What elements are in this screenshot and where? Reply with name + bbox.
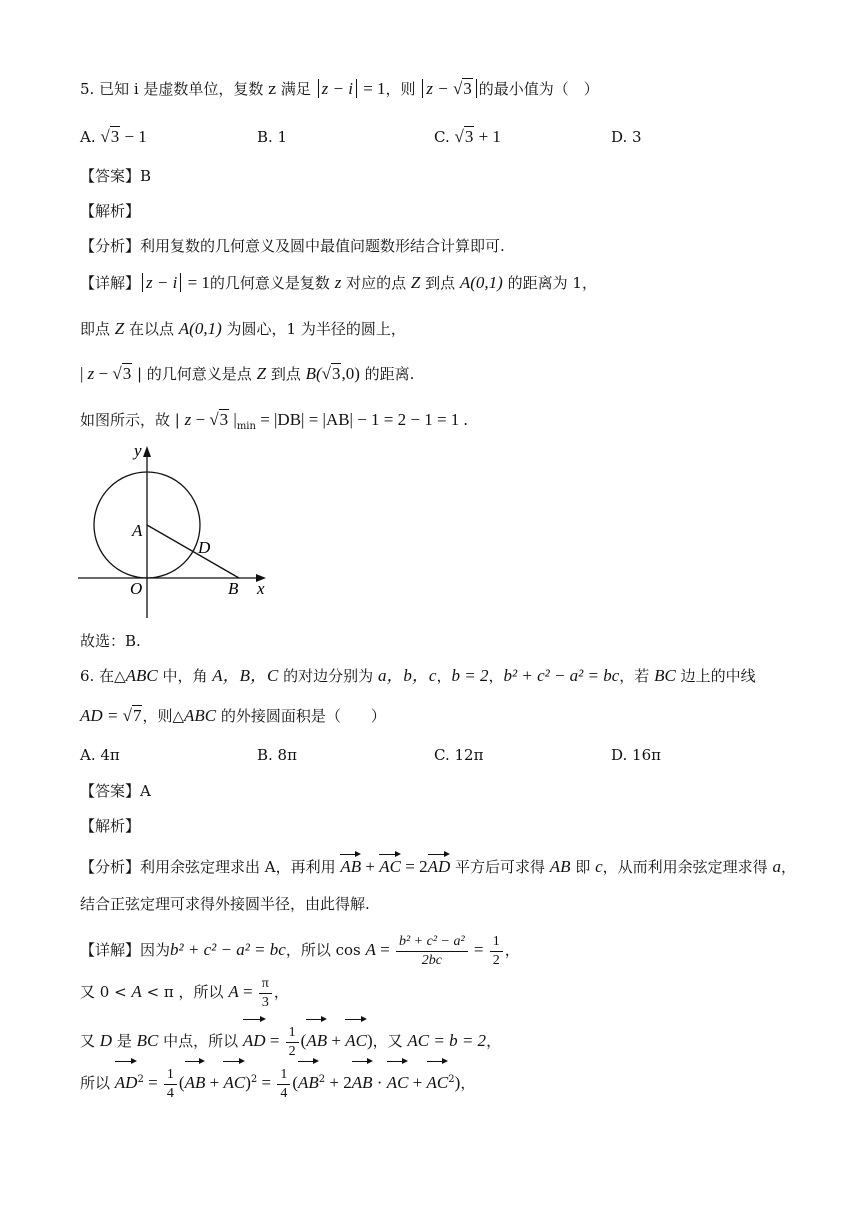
q5-figure bbox=[74, 440, 284, 620]
fraction-half: $\frac{1}{2}$ bbox=[490, 933, 503, 970]
q5-option-a[interactable]: A. √3 − 1 bbox=[80, 127, 147, 146]
fraction-quarter: $\frac{1}{4}$ bbox=[164, 1066, 177, 1103]
q6-stem-line2: AD = √7，则△ABC 的外接圆面积是（ ） bbox=[80, 706, 386, 725]
q5-detail-line2: 即点 Z 在以点 A(0,1) 为圆心，1 为半径的圆上， bbox=[80, 319, 406, 338]
q6-option-c[interactable]: C. 12π bbox=[434, 746, 484, 764]
q6-detail-line4: 所以 $AD^2$ = $\frac{1}{4}$ (AB + AC)$^2$ = $\frac{1}{4}$ ($AB^2 + 2AB$ · AC + $AC^2$)， bbox=[80, 1060, 475, 1103]
q5-analysis-heading: 【解析】 bbox=[80, 202, 141, 220]
y-axis-arrow bbox=[143, 446, 151, 457]
q6-stem-line1: 6. 在△ABC 中，角 A，B，C 的对边分别为 a，b，c，b = 2，b² + c² − a² = bc，若 BC 边上的中线 bbox=[80, 666, 756, 685]
q5-abs-expr: z − i bbox=[318, 79, 357, 98]
q5-detail-line3: | z − √3 | 的几何意义是点 Z 到点 B(√3,0) 的距离. bbox=[80, 364, 415, 383]
label-x: x bbox=[257, 579, 265, 598]
q5-stem-text: 5. 已知 i 是虚数单位，复数 z 满足 bbox=[80, 80, 311, 98]
q6-fenxi-line1: 【分析】利用余弦定理求出 A，再利用 AB + AC = 2AD 平方后可求得 AB 即 c，从而利用余弦定理求得 a， bbox=[80, 853, 796, 878]
q6-option-d[interactable]: D. 16π bbox=[611, 746, 661, 764]
fraction-cos: $\frac{\text{b² + c² − a²}}{2bc}$ bbox=[396, 933, 468, 970]
segment-ab bbox=[147, 525, 239, 578]
q6-option-b[interactable]: B. 8π bbox=[257, 746, 297, 764]
fraction-quarter-2: $\frac{1}{4}$ bbox=[277, 1066, 290, 1103]
q6-option-a[interactable]: A. 4π bbox=[80, 746, 120, 764]
q5-fenxi: 【分析】利用复数的几何意义及圆中最值问题数形结合计算即可. bbox=[80, 237, 505, 255]
q6-detail-line1: 【详解】因为b² + c² − a² = bc，所以 cos A = $\frac{\text{b² + c² − a²}}{2bc}$ = $\frac{1}{2}$ ， bbox=[80, 933, 520, 968]
label-a: A bbox=[132, 521, 143, 540]
q6-detail-line3: 又 D 是 BC 中点，所以 AD = $\frac{1}{2}$ (AB + AC)，又 AC = b = 2， bbox=[80, 1018, 501, 1061]
q6-analysis-heading: 【解析】 bbox=[80, 817, 141, 835]
q5-option-c[interactable]: C. √3 + 1 bbox=[434, 127, 501, 146]
fraction-half-2: $\frac{1}{2}$ bbox=[286, 1024, 299, 1061]
q6-fenxi-line2: 结合正弦定理可求得外接圆半径，由此得解. bbox=[80, 895, 370, 913]
q5-stem: 5. 已知 i 是虚数单位，复数 z 满足 z − i = 1，则 z − √3 的最小值为（ ） bbox=[80, 79, 599, 98]
q6-answer: 【答案】A bbox=[80, 782, 151, 800]
label-y: y bbox=[134, 441, 142, 460]
q5-option-d[interactable]: D. 3 bbox=[611, 128, 642, 146]
label-b: B bbox=[228, 579, 239, 598]
q5-choose: 故选：B. bbox=[80, 632, 141, 650]
q5-answer: 【答案】B bbox=[80, 167, 152, 185]
label-d: D bbox=[198, 538, 211, 557]
q5-detail-line4: 如图所示，故 | z − √3 $|_{min} = |DB| = |AB| - 1 = 2 - 1 = 1$ . bbox=[80, 410, 468, 432]
q6-detail-line2: 又 0 < A < π ，所以 A = $\frac{\pi}{3}$ ， bbox=[80, 975, 289, 1010]
fraction-pi-3: $\frac{\pi}{3}$ bbox=[259, 975, 272, 1012]
label-o: O bbox=[130, 579, 143, 598]
q5-detail-line1: 【详解】 z − i = 1的几何意义是复数 z 对应的点 Z 到点 A(0,1) 的距离为 1， bbox=[80, 273, 597, 292]
q5-option-b[interactable]: B. 1 bbox=[257, 128, 288, 146]
q5-abs-expr-2: z − √3 bbox=[422, 79, 476, 98]
